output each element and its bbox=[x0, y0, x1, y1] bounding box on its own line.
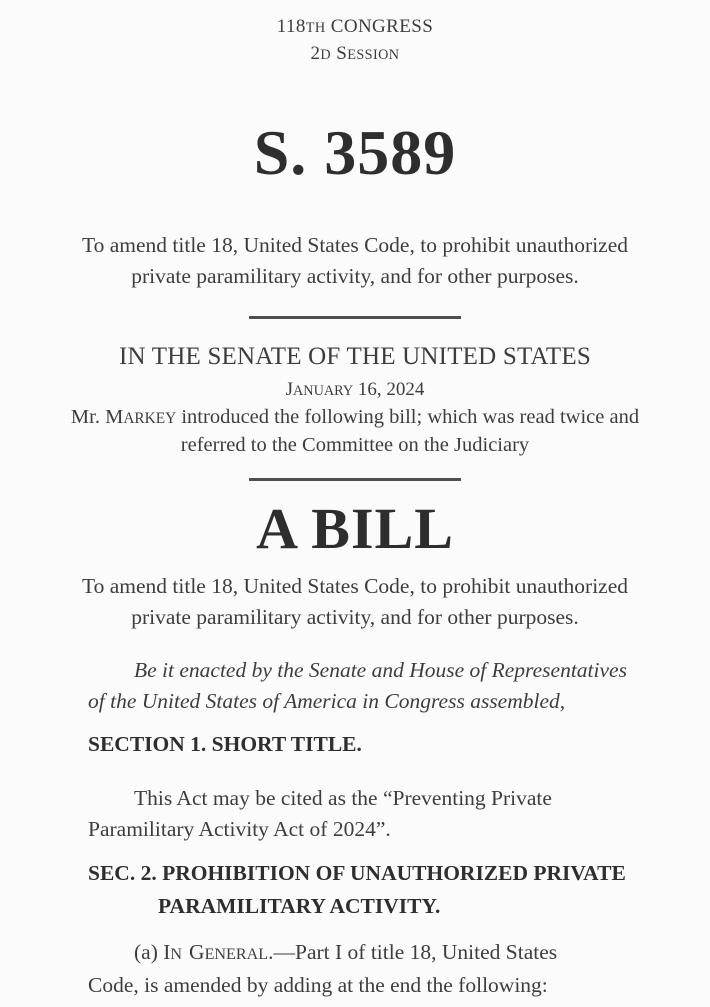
section-2-body bbox=[0, 937, 710, 1001]
in-general-initial: G bbox=[189, 940, 205, 964]
session-word-initial: S bbox=[331, 43, 348, 64]
section-2-heading bbox=[0, 857, 710, 923]
sponsor-action-text: introduced the following bill; which was read twice and bbox=[176, 406, 640, 428]
in-general-smallcaps-2: ENERAL bbox=[204, 946, 269, 963]
enacting-clause bbox=[0, 655, 710, 717]
section-2-heading-line-1: SEC. 2. PROHIBITION OF UNAUTHORIZED PRIVATE bbox=[88, 861, 626, 885]
date-rest: 16, 2024 bbox=[353, 379, 425, 400]
section-2-line-2: Code, is amended by adding at the end the following: bbox=[88, 973, 548, 997]
section-2-heading-line-2: PARAMILITARY ACTIVITY. bbox=[158, 894, 441, 918]
enacting-line-2: of the United States of America in Congress assembled, bbox=[88, 689, 566, 713]
session-word-smallcaps: ESSION bbox=[347, 47, 400, 63]
bill-title: A BILL bbox=[256, 496, 454, 561]
congress-line bbox=[0, 14, 710, 41]
congress-number: 118 bbox=[276, 16, 306, 37]
divider-rule-top bbox=[249, 316, 461, 319]
section-1-line-2: Paramilitary Activity Act of 2024”. bbox=[88, 817, 391, 841]
section-2-line-1 bbox=[88, 937, 632, 970]
date-initial: J bbox=[285, 379, 293, 400]
divider-rule-middle bbox=[249, 478, 461, 481]
sponsor-name-smallcaps: ARKEY bbox=[123, 410, 177, 427]
session-line bbox=[0, 41, 710, 68]
subsection-label: (a) I bbox=[134, 940, 171, 964]
bill-preamble bbox=[0, 230, 710, 292]
date-month-smallcaps: ANUARY bbox=[292, 383, 354, 399]
introduction-date bbox=[0, 377, 710, 404]
session-ordinal-smallcaps: D bbox=[320, 47, 332, 63]
congress-session-header bbox=[0, 14, 710, 68]
preamble-line-2: private paramilitary activity, and for other purposes. bbox=[131, 264, 579, 288]
subsection-text: .—Part I of title 18, United States bbox=[268, 940, 558, 964]
section-1-body bbox=[0, 783, 710, 845]
sponsor-line-2: referred to the Committee on the Judiciary bbox=[180, 434, 530, 456]
bill-number: S. 3589 bbox=[253, 117, 457, 188]
section-1-heading: SECTION 1. SHORT TITLE. bbox=[88, 732, 362, 756]
preamble2-line-1: To amend title 18, United States Code, to prohibit unauthorized bbox=[81, 574, 629, 598]
congress-word: CONGRESS bbox=[325, 16, 434, 37]
sponsor-line-1 bbox=[0, 404, 710, 432]
chamber-heading: IN THE SENATE OF THE UNITED STATES bbox=[119, 343, 591, 370]
sponsor-action-block bbox=[0, 404, 710, 459]
bill-preamble-repeat bbox=[0, 571, 710, 633]
sponsor-prefix: Mr. M bbox=[70, 406, 124, 428]
in-general-smallcaps-1: N bbox=[170, 946, 183, 963]
preamble-line-1: To amend title 18, United States Code, to prohibit unauthorized bbox=[81, 233, 629, 257]
preamble2-line-2: private paramilitary activity, and for other purposes. bbox=[131, 605, 579, 629]
enacting-line-1: Be it enacted by the Senate and House of Representatives bbox=[134, 658, 627, 682]
congress-ordinal-smallcaps: TH bbox=[305, 20, 326, 36]
session-number: 2 bbox=[310, 43, 321, 64]
section-1-line-1: This Act may be cited as the “Preventing Private bbox=[134, 786, 552, 810]
